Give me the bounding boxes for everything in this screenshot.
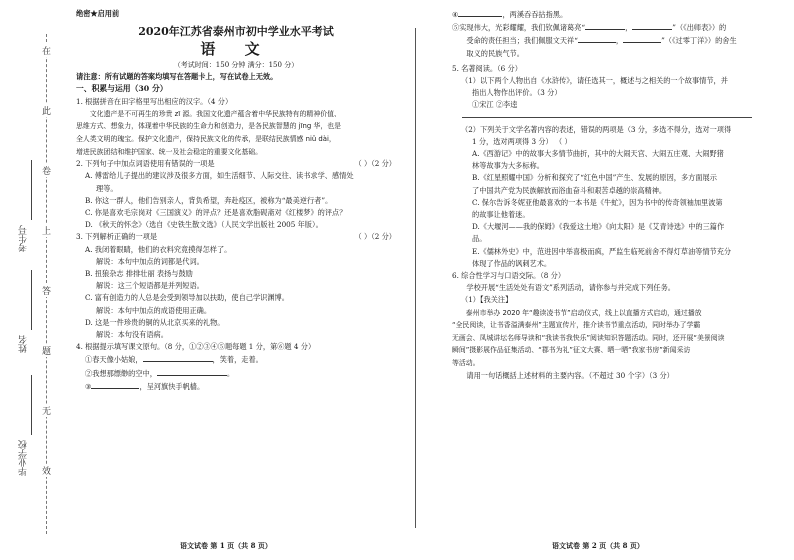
fill-prefix: ④	[452, 10, 459, 19]
answer-blank[interactable]	[458, 8, 502, 17]
fill-item	[452, 34, 766, 47]
option: 林等故事为大多标称。	[472, 161, 544, 171]
passage-line: 全人类文明的瑰宝。保护文化遗产，保持民族文化的传承，是联结民族情感 niǔ dài，	[76, 135, 336, 143]
passage-line: 增进民族团结和维护国家、统一及社会稳定的重要文化基础。	[76, 147, 263, 156]
fill-separator: ，	[615, 36, 624, 46]
answer-blank[interactable]	[157, 367, 227, 376]
question-6-intro: 学校开展“生活处处有语文”系列活动，请你参与并完成下列任务。	[466, 283, 675, 293]
passage-line: 泰州市举办 2020 年“趣读凌书节”启动仪式，线上以直播方式启动，通过播放	[465, 308, 702, 317]
answer-blank[interactable]	[623, 34, 661, 43]
passage-line: 文化遗产是不可再生的珍贵 zī 源。我国文化遗产蕴含着中华民族特有的精神价值、	[89, 109, 341, 118]
name-label: 姓名	[19, 335, 29, 353]
exam-subject: 语 文	[200, 40, 272, 59]
question-6-task: 请用一句话概括上述材料的主要内容。（不超过 30 个字）（3 分）	[466, 370, 674, 380]
exam-notice: 请注意：所有试题的答案均填写在答题卡上，写在试卷上无效。	[76, 72, 278, 82]
fill-prefix: ②我想那缥缈的空中，	[85, 368, 157, 378]
option: 品。	[472, 234, 487, 244]
question-2	[76, 158, 396, 170]
answer-bracket: （ ）（2 分）	[354, 159, 396, 169]
option: A. 傅雷给儿子提出的建议涉及很多方面，如生活细节、人际交往、读书求学、感情处	[85, 171, 354, 181]
option-explanation: 解说：本句中加点的成语使用正确。	[96, 305, 212, 315]
option-explanation: 解说：本句中加点的词都是代词。	[96, 256, 204, 266]
answer-blank[interactable]	[585, 21, 625, 30]
answer-blank[interactable]	[632, 21, 672, 30]
binding-mark: 上	[40, 224, 53, 237]
option-explanation: 解说：这三个短语都是并列短语。	[96, 281, 204, 291]
option: D.《大堰河——我的保姆》《我爱这土地》《向太阳》是《艾青诗选》中的三篇作	[472, 222, 725, 232]
answer-blank[interactable]	[91, 380, 139, 389]
binding-mark: 答	[40, 284, 53, 297]
fill-item	[76, 353, 396, 366]
answer-line[interactable]	[462, 117, 752, 118]
binding-mark: 无	[40, 404, 53, 417]
binding-mark: 题	[40, 344, 53, 357]
fill-separator: ，	[625, 23, 633, 33]
binding-margin	[0, 0, 70, 560]
fill-suffix: ，笑着，走着。	[212, 355, 263, 365]
question-5: 5. 名著阅读。（6 分）	[452, 63, 522, 73]
question-5-2-text: 1 分，选对两项得 3 分） （ ）	[472, 136, 572, 146]
question-6-subheading: （1）【我关注】	[461, 295, 513, 305]
fill-item	[76, 367, 396, 380]
question-3-text: 3. 下列解析正确的一项是	[76, 232, 158, 242]
confidential-mark: 绝密★启用前	[76, 9, 120, 18]
passage	[76, 108, 396, 158]
fill-suffix: ”（《过零丁洋》）的舍生	[661, 36, 737, 46]
exam-meta: （考试时间：150 分钟 满分：150 分）	[173, 61, 299, 70]
fill-suffix: 。	[226, 368, 235, 378]
option: A.《西游记》中的故事大多情节曲折，其中的大闹天宫、大闹五庄观、大闹野猪	[472, 149, 724, 159]
option: A. 我闭着眼睛，他们的衣料究竟摸得怎样了。	[85, 244, 232, 254]
option: E.《儒林外史》中，范进因中举喜极而疯，严监生临死前舍不得灯草油等情节充分	[472, 246, 732, 256]
school-field[interactable]	[31, 375, 32, 435]
question-3	[76, 231, 396, 243]
option: B.《红星照耀中国》分析和探究了“红色中国”产生、发展的原因，多方面展示	[472, 173, 717, 183]
passage-line: 等活动。	[452, 359, 480, 368]
passage-line: 瞬间”摄影展作品征集活动、“郡书为礼”征文大赛、晒一晒“我家书房”新闻采访	[452, 346, 691, 355]
fill-suffix: ，两溪吞吞拈指黑。	[502, 10, 568, 19]
option: C. 富有创造力的人总是会受到领导加以扶助，使自己学识渊博。	[85, 293, 289, 303]
fill-item	[452, 21, 766, 34]
option-explanation: 解说：本句没有语病。	[96, 330, 168, 340]
option: 的故事让他着迷。	[472, 210, 530, 220]
school-label: 毕业学校	[19, 440, 29, 476]
option: D. 《秋天的怀念》（选自《史铁生散文选》（人民文学出版社 2005 年版）。	[85, 220, 323, 230]
option: B. 你这一群人，他们告别亲人，背负希望，奔赴疫区，被称为“最美逆行者”。	[85, 195, 333, 205]
question-6: 6. 综合性学习与口语交际。（8 分）	[452, 271, 566, 281]
name-field[interactable]	[31, 270, 32, 330]
candidate-number-field[interactable]	[31, 160, 32, 220]
fill-item: 取义的民族气节。	[466, 48, 524, 58]
fill-prefix: ①春天像小姑娘，	[85, 355, 143, 365]
binding-mark: 此	[40, 104, 53, 117]
question-5-2: （2）下列关于文学名著内容的表述，错误的两项是（3 分，多选不得分，选对一项得	[461, 124, 732, 134]
answer-blank[interactable]	[143, 353, 213, 362]
question-1: 1. 根据拼音在田字格里写出相应的汉字。（4 分）	[76, 96, 233, 106]
question-2-text: 2. 下列句子中加点词语使用有错误的一项是	[76, 159, 215, 169]
option: C. 你是喜欢毛宗岗对《三国演义》的评点？还是喜欢脂砚斋对《红楼梦》的评点？	[85, 208, 347, 217]
option: B. 扭狼杂志 排排壮丽 表扬与鼓励	[85, 269, 193, 279]
option: 体现了作品的讽刺艺术。	[472, 258, 552, 268]
candidate-number-label: 考生号	[19, 225, 29, 252]
option: C. 保尔告诉冬妮亚他最喜欢的一本书是《牛虻》，因为书中的传奇领袖加里波第	[472, 197, 723, 207]
answer-bracket: （ ）（2 分）	[354, 232, 396, 242]
section-heading: 一、积累与运用（30 分）	[76, 84, 168, 94]
question-5-1: （1）以下两个人物出自《水浒传》，请任选其一，概述与之相关的一个故事情节，并	[461, 76, 728, 86]
fill-prefix: ③	[85, 381, 92, 391]
passage-line: 无画会、凤城讲坛名师导读和“我读书我快乐”阅读知识答题活动。同时，还开展“美景阅读	[452, 333, 725, 342]
fill-item	[76, 380, 396, 393]
binding-mark: 在	[40, 44, 53, 57]
binding-mark: 效	[40, 464, 53, 477]
binding-mark: 卷	[40, 164, 53, 177]
page-footer: 语文试卷 第 2 页（共 8 页）	[552, 541, 644, 550]
page-footer: 语文试卷 第 1 页（共 8 页）	[180, 541, 272, 550]
passage-line: “全民阅读，让书香溢满泰州”主题宣传片，推介读书节重点活动，同时举办了学霸	[452, 321, 701, 330]
page-1	[76, 8, 396, 538]
fill-prefix: 受命的责任担当；我们佩服文天祥“	[466, 36, 578, 46]
question-5-1-choices: ①宋江 ②李逵	[472, 100, 518, 110]
fill-suffix: ，呈河旗快手帆樯。	[139, 381, 205, 391]
column-divider	[415, 28, 416, 528]
question-4: 4. 根据提示填写课文原句。（8 分，①②③④⑤题每题 1 分，第⑥题 4 分）	[76, 342, 316, 352]
answer-blank[interactable]	[578, 34, 616, 43]
fill-item	[452, 8, 766, 21]
page-2	[452, 8, 766, 538]
question-5-1-text: 指出人物作出评价。（3 分）	[472, 88, 562, 98]
passage-line: 思维方式、想象力，体现着中华民族的生命力和创造力，是各民族智慧的 jīng 华，也是	[76, 122, 342, 131]
option: D. 这是一件珍贵的铜的从北京买来的礼物。	[85, 317, 225, 327]
fill-suffix: ”（《出师表》）的	[672, 23, 727, 33]
exam-title: 2020年江苏省泰州市初中学业水平考试	[138, 25, 334, 39]
fill-prefix: ⑤实现伟大，光彩耀耀，我们钦佩诸葛亮“	[452, 23, 586, 33]
option: 理等。	[96, 183, 118, 193]
option: 了中国共产党为民族解放而浴血奋斗和艰苦卓越的崇高精神。	[472, 185, 667, 195]
